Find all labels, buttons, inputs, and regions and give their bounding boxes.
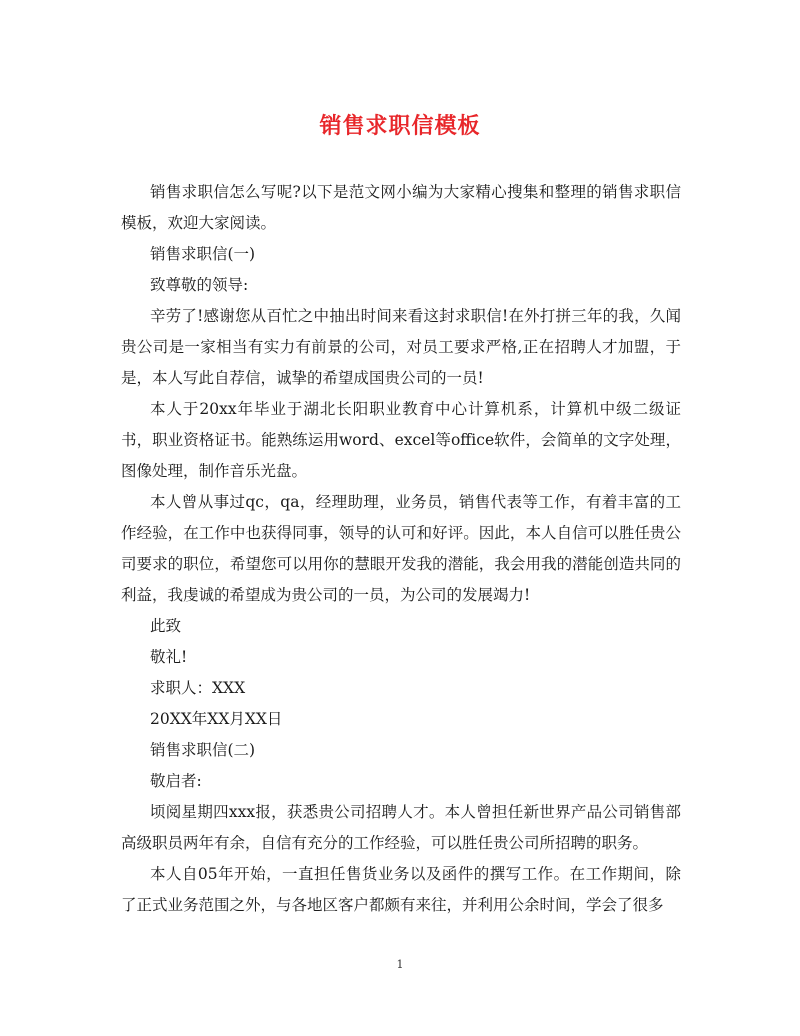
paragraph-experience: 本人曾从事过qc，qa，经理助理，业务员，销售代表等工作，有着丰富的工作经验，在工作中也获得同事，领导的认可和好评。因此，本人自信可以胜任贵公司要求的职位，希望您可以用你的慧眼开发我的潜能，我会用我的潜能创造共同的利益，我虔诚的希望成为贵公司的一员，为公司的发展竭力!: [121, 493, 681, 604]
paragraph-work-history: 本人自05年开始，一直担任售货业务以及函件的撰写工作。在工作期间，除了正式业务范围之外，与各地区客户都颇有来往，并利用公余时间，学会了很多: [121, 865, 681, 914]
section-heading-1: 销售求职信(一): [150, 245, 256, 263]
section-heading-2: 销售求职信(二): [150, 741, 256, 759]
salutation-1: 致尊敬的领导:: [150, 276, 249, 294]
document-title: 销售求职信模板: [319, 113, 481, 139]
closing-1: 此致: [150, 617, 182, 635]
paragraph-opening: 辛劳了!感谢您从百忙之中抽出时间来看这封求职信!在外打拼三年的我，久闻贵公司是一家相当有实力有前景的公司，对员工要求严格,正在招聘人才加盟，于是，本人写此自荐信，诚挚的希望成国贵公司的一员!: [121, 307, 681, 387]
page-number: 1: [396, 958, 404, 971]
paragraph-ad-response: 顷阅星期四xxx报，获悉贵公司招聘人才。本人曾担任新世界产品公司销售部高级职员两年有余，自信有充分的工作经验，可以胜任贵公司所招聘的职务。: [121, 803, 681, 852]
salutation-2: 敬启者:: [150, 772, 202, 790]
date-line: 20XX年XX月XX日: [150, 710, 283, 728]
paragraph-education: 本人于20xx年毕业于湖北长阳职业教育中心计算机系，计算机中级二级证书，职业资格证书。能熟练运用word、excel等office软件，会简单的文字处理，图像处理，制作音乐光盘。: [121, 400, 681, 480]
paragraph-intro: 销售求职信怎么写呢?以下是范文网小编为大家精心搜集和整理的销售求职信模板，欢迎大家阅读。: [121, 183, 681, 232]
signature: 求职人：XXX: [150, 679, 246, 697]
closing-2: 敬礼!: [150, 648, 188, 666]
document-body: [121, 177, 681, 921]
